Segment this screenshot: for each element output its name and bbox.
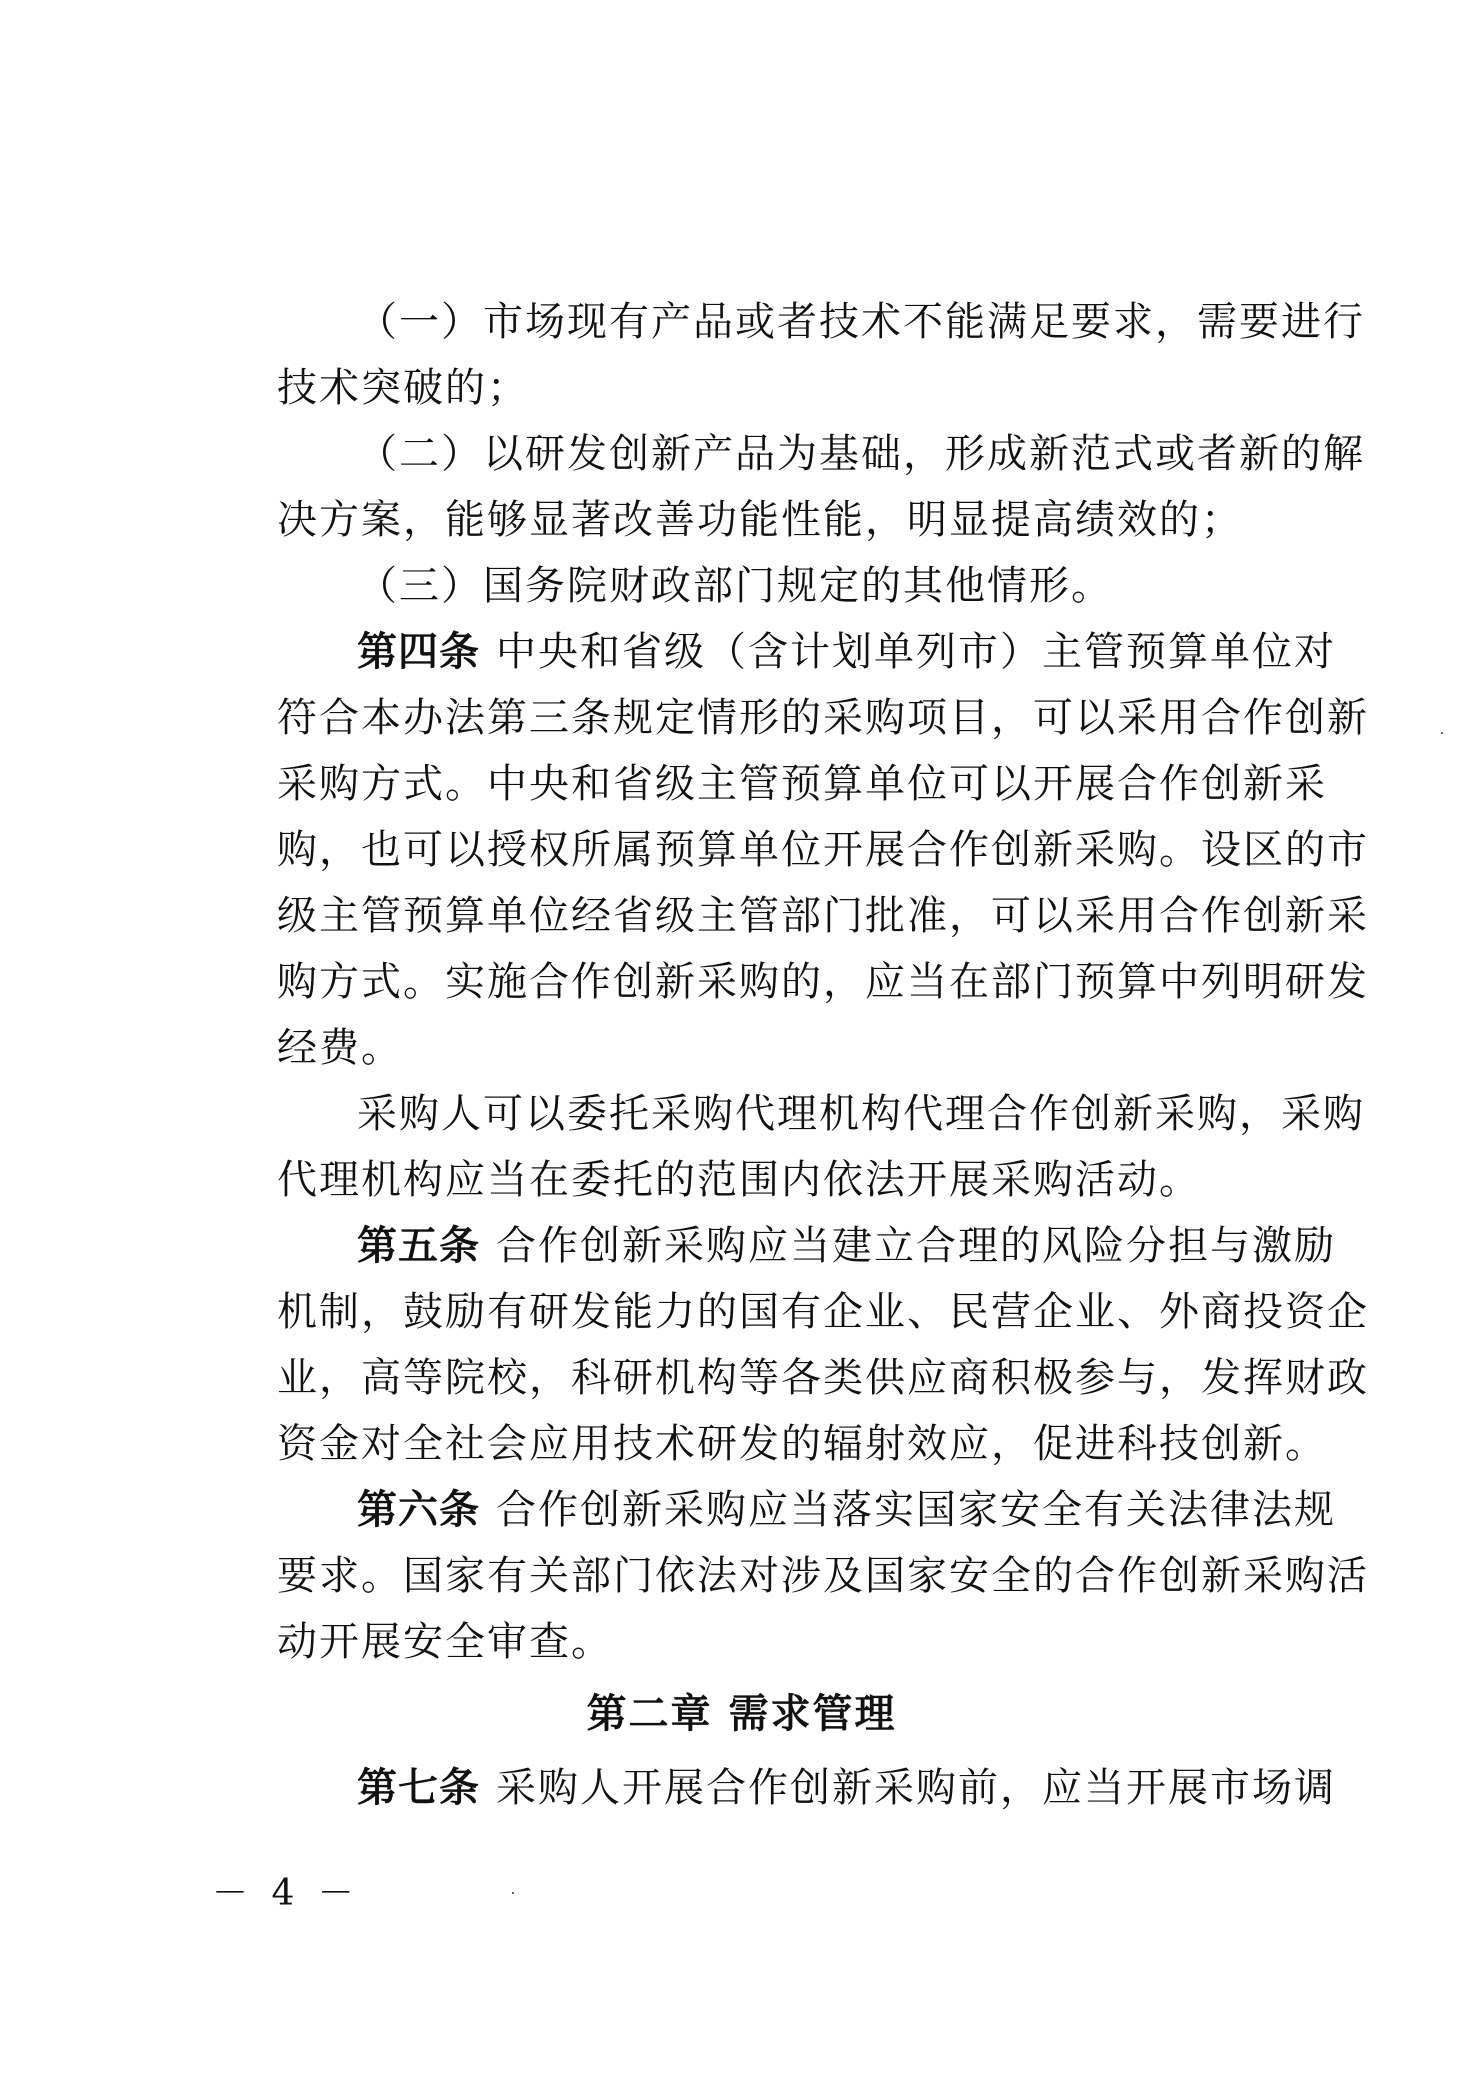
article-4-first-text: 中央和省级（含计划单列市）主管预算单位对 xyxy=(496,629,1336,675)
article-4-line-6: 购方式。实施合作创新采购的，应当在部门预算中列明研发 xyxy=(277,959,1369,1005)
chapter-heading xyxy=(0,1688,1483,1740)
article-5-first-text: 合作创新采购应当建立合理的风险分担与激励 xyxy=(496,1223,1336,1269)
article-5-number: 第五条 xyxy=(357,1223,480,1269)
article-5-line-1 xyxy=(357,1220,1336,1272)
article-4-line-3: 采购方式。中央和省级主管预算单位可以开展合作创新采 xyxy=(277,761,1327,807)
article-4-line-1 xyxy=(357,626,1336,678)
scan-speck xyxy=(1441,732,1443,734)
article-6-first-text: 合作创新采购应当落实国家安全有关法律法规 xyxy=(496,1487,1336,1533)
article-4-line-2: 符合本办法第三条规定情形的采购项目，可以采用合作创新 xyxy=(277,695,1369,741)
scan-speck xyxy=(512,1892,514,1894)
article-4-number: 第四条 xyxy=(357,629,480,675)
article-4-line-4: 购，也可以授权所属预算单位开展合作创新采购。设区的市 xyxy=(277,827,1369,873)
article-6-line-1 xyxy=(357,1484,1336,1536)
article-5-line-4: 资金对全社会应用技术研发的辐射效应，促进科技创新。 xyxy=(277,1421,1327,1467)
chapter-title: 需求管理 xyxy=(728,1691,897,1737)
clause-2-line-2: 决方案，能够显著改善功能性能，明显提高绩效的； xyxy=(277,497,1243,543)
article-5-line-2: 机制，鼓励有研发能力的国有企业、民营企业、外商投资企 xyxy=(277,1289,1369,1335)
article-6-line-3: 动开展安全审查。 xyxy=(277,1619,613,1665)
chapter-number: 第二章 xyxy=(586,1691,713,1737)
article-7-number: 第七条 xyxy=(357,1765,480,1811)
article-4-line-5: 级主管预算单位经省级主管部门批准，可以采用合作创新采 xyxy=(277,893,1369,939)
clause-2-line-1: （二）以研发创新产品为基础，形成新范式或者新的解 xyxy=(357,431,1365,477)
article-4-para2-line-1: 采购人可以委托采购代理机构代理合作创新采购，采购 xyxy=(357,1091,1365,1137)
article-4-para2-line-2: 代理机构应当在委托的范围内依法开展采购活动。 xyxy=(277,1157,1201,1203)
clause-3-line-1: （三）国务院财政部门规定的其他情形。 xyxy=(357,563,1113,609)
article-4-line-7: 经费。 xyxy=(277,1025,403,1071)
article-5-line-3: 业，高等院校，科研机构等各类供应商积极参与，发挥财政 xyxy=(277,1355,1369,1401)
article-6-line-2: 要求。国家有关部门依法对涉及国家安全的合作创新采购活 xyxy=(277,1553,1369,1599)
clause-1-line-2: 技术突破的； xyxy=(277,365,529,411)
clause-1-line-1: （一）市场现有产品或者技术不能满足要求，需要进行 xyxy=(357,299,1365,345)
page-number: － 4 － xyxy=(212,1873,360,1914)
article-7-line-1 xyxy=(357,1762,1336,1814)
article-7-first-text: 采购人开展合作创新采购前，应当开展市场调 xyxy=(496,1765,1336,1811)
article-6-number: 第六条 xyxy=(357,1487,480,1533)
